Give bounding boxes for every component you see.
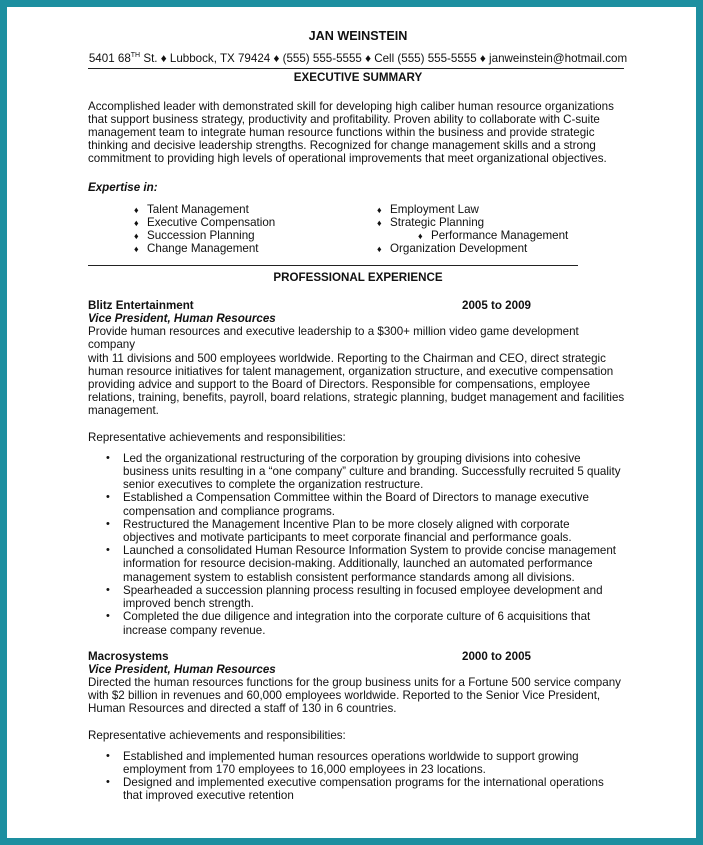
text-line: human resource initiatives for talent management, organization structure, and executive compensation — [88, 364, 614, 378]
achievement-line: Designed and implemented executive compensation programs for the international operations — [123, 776, 604, 790]
text-line: Directed the human resources functions for the group business units for a Fortune 500 service company — [88, 675, 621, 689]
bullet-icon: • — [106, 491, 110, 504]
job-entry — [88, 299, 628, 637]
bullet-icon: • — [106, 451, 110, 464]
bullet-icon: • — [106, 776, 110, 789]
job-title: Vice President, Human Resources — [88, 312, 276, 326]
expertise-item: ♦ Performance Management — [418, 228, 569, 242]
summary-heading: EXECUTIVE SUMMARY — [293, 71, 423, 85]
achievement-item — [88, 750, 628, 776]
expertise-item: ♦ Employment Law — [377, 202, 479, 216]
text-line: thinking and decisive leadership strengths. Recognized for change management skills and a strong — [88, 139, 596, 153]
achievement-line: Led the organizational restructuring of the corporation by grouping divisions into cohesive — [123, 451, 581, 465]
achievement-line: management system to establish consistent performance standards among all divisions. — [123, 570, 575, 584]
achievement-line: increase company revenue. — [123, 623, 266, 637]
diamond-bullet-icon: ♦ — [377, 243, 382, 254]
diamond-bullet-icon: ♦ — [377, 217, 382, 228]
achievement-item — [88, 776, 628, 802]
bullet-icon: • — [106, 517, 110, 530]
company-name: Macrosystems — [88, 649, 169, 663]
achievement-line: information for resource decision-making. Additionally, launched an automated performance — [123, 557, 593, 571]
expertise-item: ♦ Talent Management — [134, 202, 249, 216]
achievement-item — [88, 544, 628, 584]
address-ordinal: TH — [130, 52, 141, 60]
achievement-line: Established a Compensation Committee within the Board of Directors to manage executive — [123, 491, 589, 505]
summary-paragraph — [88, 100, 628, 166]
achievement-line: business units resulting in a “one company” culture and branding. Successfully recruited 5 quality — [123, 465, 621, 479]
job-description — [88, 325, 628, 417]
diamond-bullet-icon: ♦ — [134, 204, 139, 215]
text-line: management team to integrate human resource functions within the business and provide strategic — [88, 126, 595, 140]
resume-page — [7, 7, 696, 838]
candidate-name: JAN WEINSTEIN — [308, 29, 408, 43]
achievement-item — [88, 452, 628, 492]
achievement-line: Restructured the Management Incentive Plan to be more closely aligned with corporate — [123, 517, 570, 531]
diamond-bullet-icon: ♦ — [377, 204, 382, 215]
achievement-line: improved bench strength. — [123, 597, 254, 611]
contact-details: St. ♦ Lubbock, TX 79424 ♦ (555) 555-5555 ♦ Cell (555) 555-5555 ♦ janweinstein@hotmail.com — [140, 52, 628, 66]
text-line: Human Resources and directed a staff of 130 in 6 countries. — [88, 702, 397, 716]
header-divider — [88, 68, 624, 69]
contact-line — [88, 52, 628, 65]
text-line: relations, training, benefits, payroll, board relations, strategic planning, budget management and facilities — [88, 391, 625, 405]
achievement-line: compensation and compliance programs. — [123, 504, 336, 518]
achievement-line: Launched a consolidated Human Resource Information System to provide concise management — [123, 544, 617, 558]
achievement-line: Completed the due diligence and integration into the corporate culture of 6 acquisitions that — [123, 610, 591, 624]
bullet-icon: • — [106, 583, 110, 596]
achievement-line: Established and implemented human resources operations worldwide to support growing — [123, 749, 579, 763]
experience-heading: PROFESSIONAL EXPERIENCE — [273, 270, 443, 284]
expertise-item: ♦ Organization Development — [377, 241, 528, 255]
bullet-icon: • — [106, 610, 110, 623]
job-dates: 2000 to 2005 — [462, 649, 531, 663]
expertise-item: ♦ Change Management — [134, 241, 259, 255]
text-line: with $2 billion in revenues and 60,000 employees worldwide. Reported to the Senior Vice President, — [88, 689, 601, 703]
text-line: management. — [88, 404, 159, 418]
diamond-bullet-icon: ♦ — [134, 217, 139, 228]
text-line: that support business strategy, productivity and profitability. Proven ability to collaborate with C-suite — [88, 112, 600, 126]
achievements-label: Representative achievements and responsibilities: — [88, 728, 346, 742]
bullet-icon: • — [106, 749, 110, 762]
job-header — [88, 650, 628, 663]
expertise-item: ♦ Strategic Planning — [377, 215, 485, 229]
text-line: Provide human resources and executive leadership to a $300+ million video game development company — [88, 325, 579, 352]
text-line: with 11 divisions and 500 employees worldwide. Reporting to the Chairman and CEO, direct strategic — [88, 351, 606, 365]
expertise-title: Expertise in: — [88, 180, 158, 194]
achievements-list — [88, 452, 628, 637]
bullet-icon: • — [106, 544, 110, 557]
achievement-item — [88, 584, 628, 610]
achievement-line: Spearheaded a succession planning process resulting in focused employee development and — [123, 583, 603, 597]
address-number: 5401 68 — [88, 52, 131, 66]
job-title: Vice President, Human Resources — [88, 662, 276, 676]
diamond-bullet-icon: ♦ — [418, 230, 423, 241]
achievement-item — [88, 491, 628, 517]
achievement-item — [88, 518, 628, 544]
text-line: Accomplished leader with demonstrated skill for developing high caliber human resource organizations — [88, 99, 614, 113]
achievements-label: Representative achievements and responsibilities: — [88, 430, 346, 444]
resume-content — [88, 30, 628, 803]
section-divider — [88, 265, 578, 266]
achievements-list — [88, 750, 628, 803]
achievement-line: employment from 170 employees to 16,000 employees in 23 locations. — [123, 762, 486, 776]
achievement-line: senior executives to complete the organization restructure. — [123, 478, 424, 492]
job-entry — [88, 650, 628, 803]
job-header — [88, 299, 628, 312]
company-name: Blitz Entertainment — [88, 299, 194, 313]
expertise-item: ♦ Succession Planning — [134, 228, 255, 242]
job-description — [88, 676, 628, 716]
text-line: providing advice and support to the Board of Directors. Responsible for compensations, employee — [88, 378, 591, 392]
text-line: commitment to providing high levels of operational improvements that meet organizational objectives. — [88, 152, 607, 166]
expertise-list — [88, 203, 628, 259]
diamond-bullet-icon: ♦ — [134, 243, 139, 254]
job-dates: 2005 to 2009 — [462, 299, 531, 313]
achievement-line: objectives and motivate participants to meet corporate financial and performance goals. — [123, 531, 572, 545]
achievement-item — [88, 610, 628, 636]
expertise-item: ♦ Executive Compensation — [134, 215, 276, 229]
achievement-line: that improved executive retention — [123, 789, 294, 803]
diamond-bullet-icon: ♦ — [134, 230, 139, 241]
